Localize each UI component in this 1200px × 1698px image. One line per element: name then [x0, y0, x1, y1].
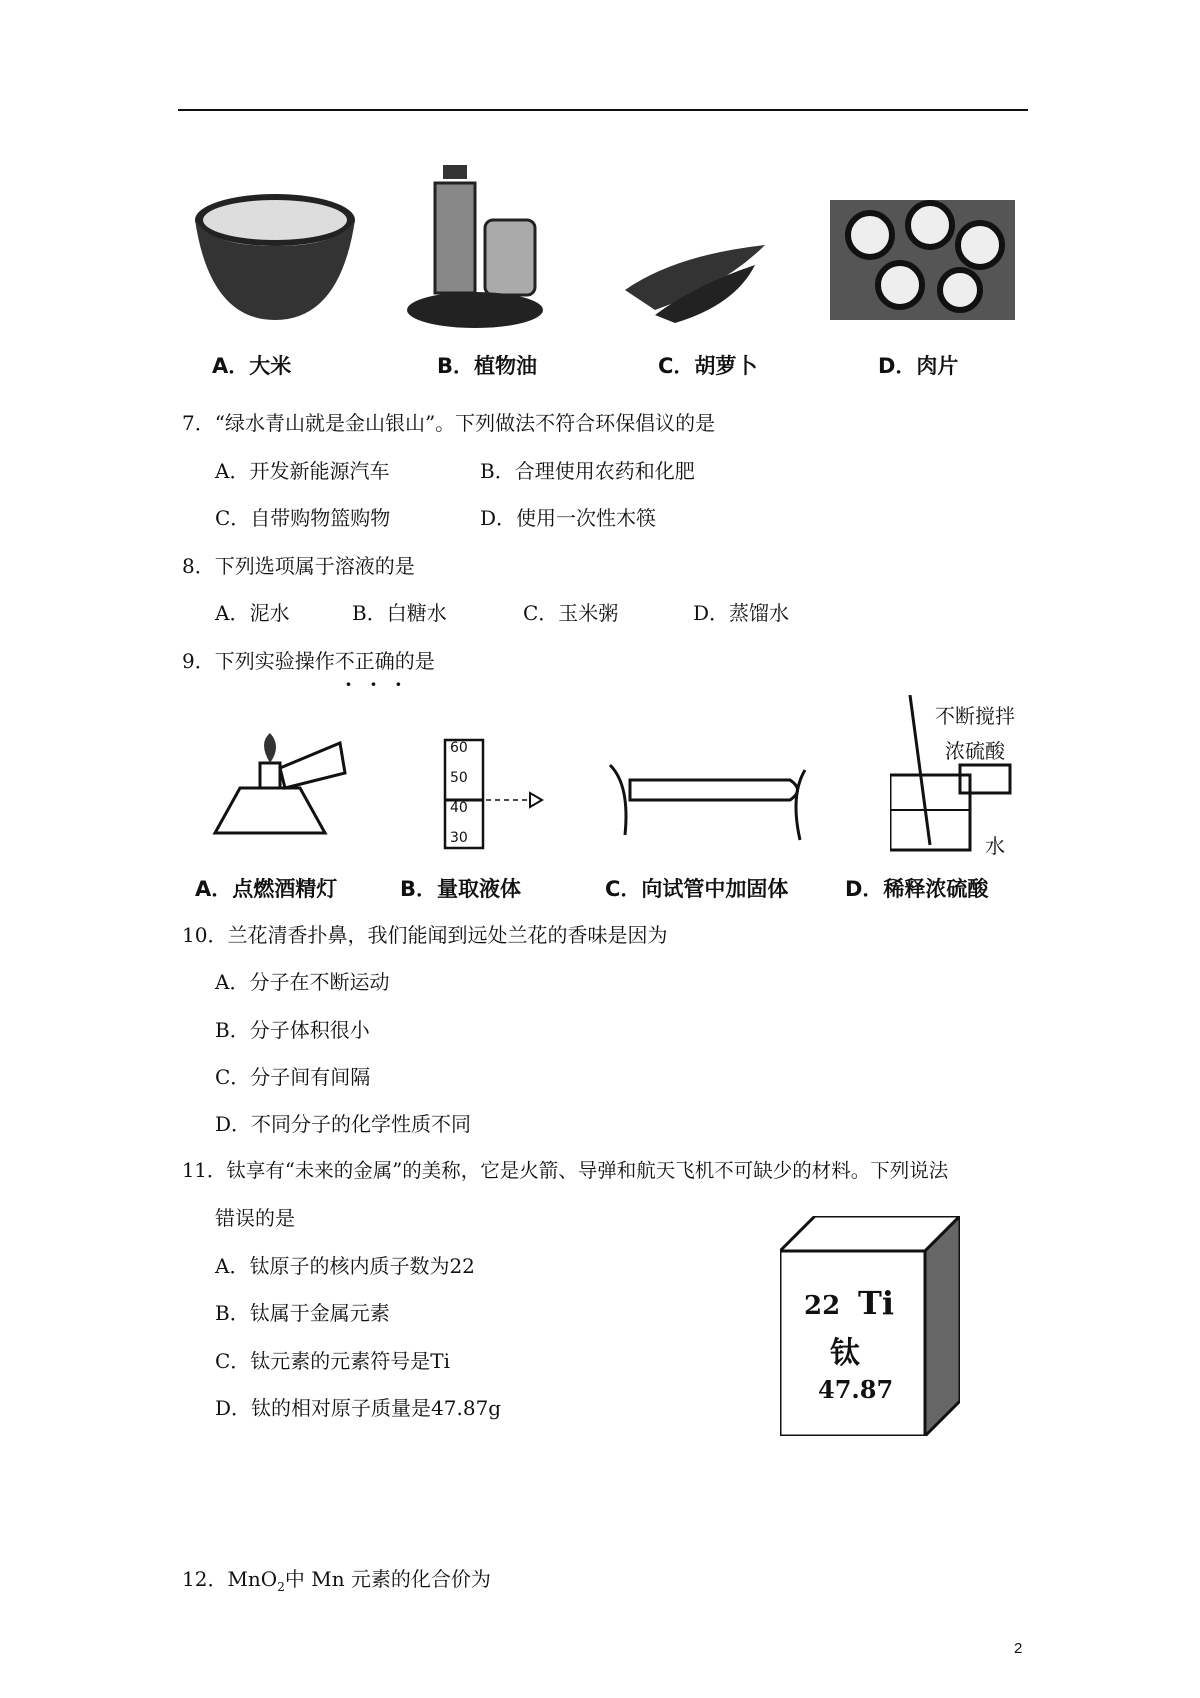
q9-stem: 9．下列实验操作不正确的是 — [182, 649, 435, 673]
q8-option-a: A．泥水 — [215, 601, 290, 625]
q7-option-b: B．合理使用农药和化肥 — [480, 459, 695, 483]
q9-option-d: D．稀释浓硫酸 — [845, 877, 989, 901]
q9-option-a: A．点燃酒精灯 — [195, 877, 338, 901]
header-rule — [178, 109, 1028, 111]
q12-stem-prefix: 12．MnO — [182, 1567, 278, 1591]
q11-stem-line1: 11．钛享有“未来的金属”的美称，它是火箭、导弹和航天飞机不可缺少的材料。下列说法 — [182, 1159, 949, 1182]
q11-stem-line2: 错误的是 — [215, 1206, 295, 1230]
q10-stem: 10．兰花清香扑鼻，我们能闻到远处兰花的香味是因为 — [182, 923, 668, 947]
emphasis-dots: ··· — [345, 672, 420, 696]
cylinder-tick-50: 50 — [450, 770, 468, 786]
q10-option-c: C．分子间有间隔 — [215, 1065, 371, 1089]
q7-option-d: D．使用一次性木筷 — [480, 506, 657, 530]
q12-stem — [182, 1566, 491, 1600]
cylinder-tick-60: 60 — [450, 740, 468, 756]
element-card-number: 22 — [804, 1291, 841, 1321]
q10-option-a: A．分子在不断运动 — [215, 970, 390, 994]
meat-slices-icon — [830, 175, 1020, 330]
q12-stem-subscript: 2 — [277, 1580, 285, 1594]
q11-option-b: B．钛属于金属元素 — [215, 1301, 390, 1325]
alcohol-lamp-icon — [200, 728, 350, 858]
q9-option-b: B．量取液体 — [400, 877, 522, 901]
cylinder-tick-40: 40 — [450, 800, 468, 816]
oil-bottles-icon — [405, 165, 555, 330]
q11-option-c: C．钛元素的元素符号是Ti — [215, 1349, 451, 1373]
q10-option-b: B．分子体积很小 — [215, 1018, 370, 1042]
q11-option-d: D．钛的相对原子质量是47.87g — [215, 1396, 502, 1420]
element-card-name: 钛 — [830, 1336, 860, 1371]
q6-option-d: D．肉片 — [878, 354, 959, 378]
rice-bowl-icon — [190, 190, 360, 330]
q8-stem: 8．下列选项属于溶液的是 — [182, 554, 415, 578]
q7-option-a: A．开发新能源汽车 — [215, 459, 390, 483]
q8-option-c: C．玉米粥 — [523, 601, 619, 625]
beaker-label-stir: 不断搅拌 — [935, 704, 1015, 728]
beaker-label-acid: 浓硫酸 — [945, 739, 1005, 763]
page-number: 2 — [1014, 1640, 1023, 1657]
q9-option-c: C．向试管中加固体 — [605, 877, 789, 901]
beaker-label-water: 水 — [985, 834, 1005, 858]
q12-stem-suffix: 中 Mn 元素的化合价为 — [284, 1567, 491, 1591]
q6-option-a: A．大米 — [212, 354, 292, 378]
q8-option-b: B．白糖水 — [352, 601, 447, 625]
carrots-icon — [615, 215, 775, 325]
q11-option-a: A．钛原子的核内质子数为22 — [215, 1254, 475, 1278]
element-card-mass: 47.87 — [818, 1375, 894, 1404]
test-tube-icon — [600, 745, 820, 845]
q6-option-c: C．胡萝卜 — [658, 354, 758, 378]
cylinder-tick-30: 30 — [450, 830, 468, 846]
element-card-symbol: Ti — [858, 1284, 894, 1322]
q7-stem: 7．“绿水青山就是金山银山”。下列做法不符合环保倡议的是 — [182, 411, 716, 435]
q8-option-d: D．蒸馏水 — [693, 601, 790, 625]
q10-option-d: D．不同分子的化学性质不同 — [215, 1112, 472, 1136]
q7-option-c: C．自带购物篮购物 — [215, 506, 391, 530]
q6-option-b: B．植物油 — [437, 354, 538, 378]
